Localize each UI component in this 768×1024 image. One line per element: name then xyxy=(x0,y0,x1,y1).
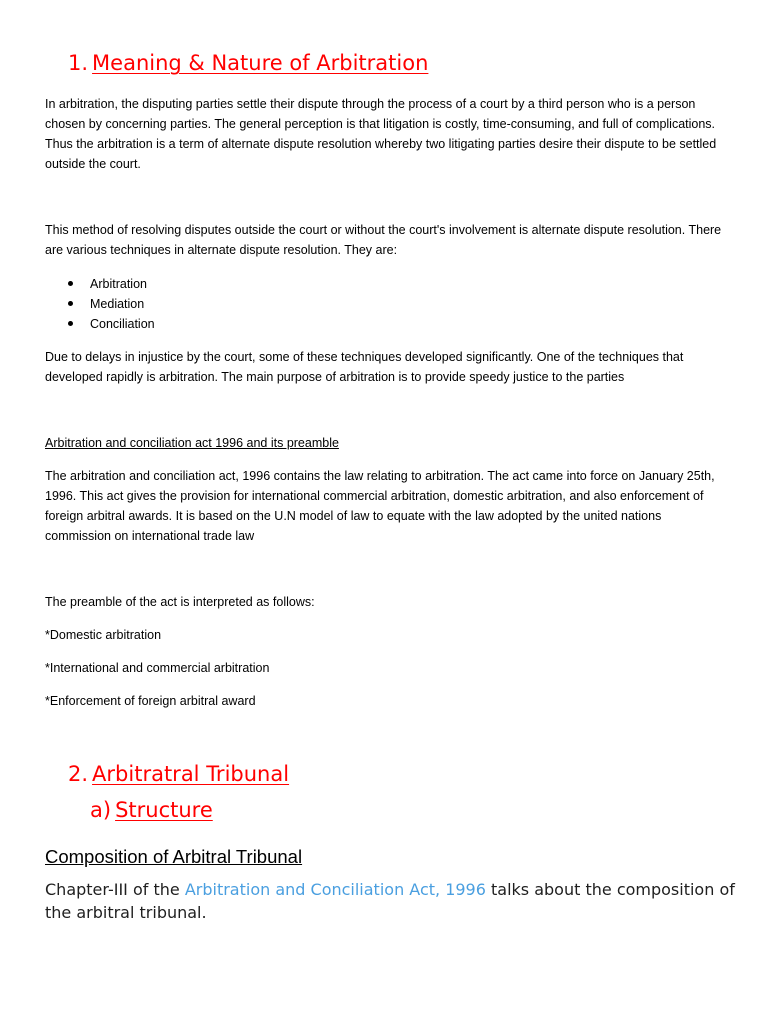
paragraph-adr: This method of resolving disputes outside the court or without the court's involvement is alternate dispute resolution. There are various techniques in alternate dispute resolution. They are: xyxy=(45,223,722,257)
preamble-item: *Domestic arbitration xyxy=(45,628,162,642)
preamble-item: *International and commercial arbitration xyxy=(45,661,270,675)
section-1-number: 1. xyxy=(68,51,89,75)
preamble-item: *Enforcement of foreign arbitral award xyxy=(45,694,256,708)
list-item xyxy=(68,294,155,314)
paragraph-intro: In arbitration, the disputing parties settle their dispute through the process of a court by a third person who is a person chosen by concerning parties. The general perception is that litigation is costly, time-consuming, and full of complications. Thus the arbitration is a term of alternate dispute resolution whereby two litigating parties desire their dispute to be settled outside the court. xyxy=(45,97,717,171)
subsection-a-heading xyxy=(90,796,213,824)
preamble-intro: The preamble of the act is interpreted as follows: xyxy=(45,595,315,609)
act-link[interactable]: Arbitration and Conciliation Act, 1996 xyxy=(184,880,486,899)
chapter-paragraph xyxy=(45,878,735,924)
subsection-a-title: Structure xyxy=(115,798,213,822)
chapter-prefix: Chapter-III of the xyxy=(45,880,185,899)
list-item xyxy=(68,274,155,294)
list-item-label: Arbitration xyxy=(90,277,147,291)
subsection-a-number: a) xyxy=(90,798,112,822)
techniques-list xyxy=(68,274,155,334)
bullet-icon xyxy=(68,321,73,326)
act-heading: Arbitration and conciliation act 1996 and its preamble xyxy=(45,436,339,450)
section-1-heading xyxy=(68,49,428,77)
paragraph-delays: Due to delays in injustice by the court, some of these techniques developed significantly. One of the techniques that developed rapidly is arbitration. The main purpose of arbitration is to provide speedy justice to the parties xyxy=(45,350,684,384)
chapter-suffix: talks about the composition of the arbitral tribunal. xyxy=(45,880,735,922)
composition-heading: Composition of Arbitral Tribunal xyxy=(45,846,303,867)
paragraph-act: The arbitration and conciliation act, 1996 contains the law relating to arbitration. The act came into force on January 25th, 1996. This act gives the provision for international commercial arbitration, domestic arbitration, and also enforcement of foreign arbitral awards. It is based on the U.N model of law to equate with the law adopted by the united nations commission on international trade law xyxy=(45,469,715,543)
section-2-heading xyxy=(68,760,289,788)
list-item-label: Conciliation xyxy=(90,317,155,331)
list-item xyxy=(68,314,155,334)
bullet-icon xyxy=(68,301,73,306)
section-2-number: 2. xyxy=(68,762,89,786)
section-1-title: Meaning & Nature of Arbitration xyxy=(92,51,429,75)
section-2-title: Arbitratral Tribunal xyxy=(92,762,290,786)
list-item-label: Mediation xyxy=(90,297,145,311)
bullet-icon xyxy=(68,281,73,286)
